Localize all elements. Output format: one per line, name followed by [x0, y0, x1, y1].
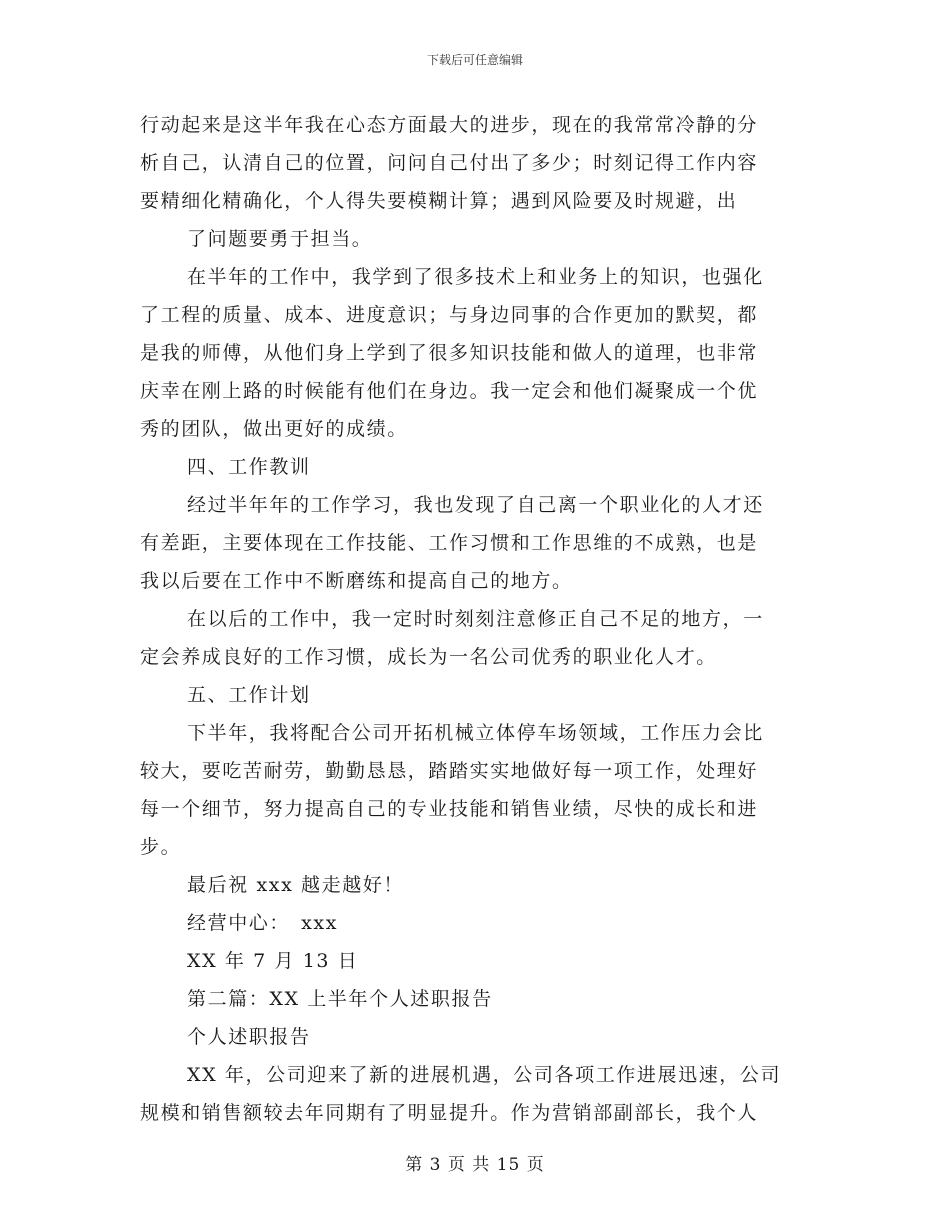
page-number: 第 3 页 共 15 页 [405, 1155, 545, 1175]
text-line: 有差距，主要体现在工作技能、工作习惯和工作思维的不成熟，也是 [140, 532, 759, 554]
text-line: 定会养成良好的工作习惯，成长为一名公司优秀的职业化人才。 [140, 646, 717, 668]
text-line: 步。 [140, 836, 182, 858]
report-title [140, 1018, 795, 1056]
text-line: 最后祝 xxx 越走越好！ [187, 874, 405, 896]
section-heading-lessons [140, 448, 795, 486]
text-line: 第二篇：XX 上半年个人述职报告 [187, 988, 493, 1010]
text-line: 了工程的质量、成本、进度意识；与身边同事的合作更加的默契，都 [140, 304, 759, 326]
document-date [140, 942, 795, 980]
paragraph-plan [140, 714, 795, 866]
text-line: 每一个细节，努力提高自己的专业技能和销售业绩，尽快的成长和进 [140, 798, 759, 820]
text-line: 我以后要在工作中不断磨练和提高自己的地方。 [140, 570, 573, 592]
text-line: XX 年 7 月 13 日 [187, 950, 359, 972]
section-heading: 四、工作教训 [187, 456, 311, 478]
paragraph-lessons [140, 486, 795, 600]
text-line: 个人述职报告 [187, 1026, 311, 1048]
paragraph-improvement [140, 600, 795, 676]
document-body [140, 106, 795, 1132]
section-heading: 五、工作计划 [187, 684, 311, 706]
text-line: 经营中心： xxx [187, 912, 339, 934]
page-header-note: 下载后可任意编辑 [426, 53, 523, 67]
paragraph-mindset [140, 106, 795, 220]
text-line: 是我的师傅，从他们身上学到了很多知识技能和做人的道理，也非常 [140, 342, 759, 364]
text-line: 要精细化精确化，个人得失要模糊计算；遇到风险要及时规避，出 [140, 190, 738, 212]
paragraph-report-intro [140, 1056, 795, 1132]
chapter-title [140, 980, 795, 1018]
paragraph-learning [140, 258, 795, 448]
text-line: XX 年，公司迎来了新的进展机遇，公司各项工作进展迅速，公司 [187, 1064, 782, 1086]
paragraph-responsibility [140, 220, 795, 258]
section-heading-plan [140, 676, 795, 714]
text-line: 较大，要吃苦耐劳，勤勤恳恳，踏踏实实地做好每一项工作，处理好 [140, 760, 759, 782]
text-line: 行动起来是这半年我在心态方面最大的进步，现在的我常常冷静的分 [140, 114, 759, 136]
text-line: 在以后的工作中，我一定时时刻刻注意修正自己不足的地方，一 [187, 608, 764, 630]
text-line: 在半年的工作中，我学到了很多技术上和业务上的知识，也强化 [187, 266, 764, 288]
text-line: 了问题要勇于担当。 [187, 228, 373, 250]
text-line: 规模和销售额较去年同期有了明显提升。作为营销部副部长，我个人 [140, 1102, 759, 1124]
signature [140, 904, 795, 942]
text-line: 析自己，认清自己的位置，问问自己付出了多少；时刻记得工作内容 [140, 152, 759, 174]
text-line: 庆幸在刚上路的时候能有他们在身边。我一定会和他们凝聚成一个优 [140, 380, 759, 402]
text-line: 下半年，我将配合公司开拓机械立体停车场领域，工作压力会比 [187, 722, 764, 744]
text-line: 秀的团队，做出更好的成绩。 [140, 418, 408, 440]
closing-wish [140, 866, 795, 904]
text-line: 经过半年年的工作学习，我也发现了自己离一个职业化的人才还 [187, 494, 764, 516]
